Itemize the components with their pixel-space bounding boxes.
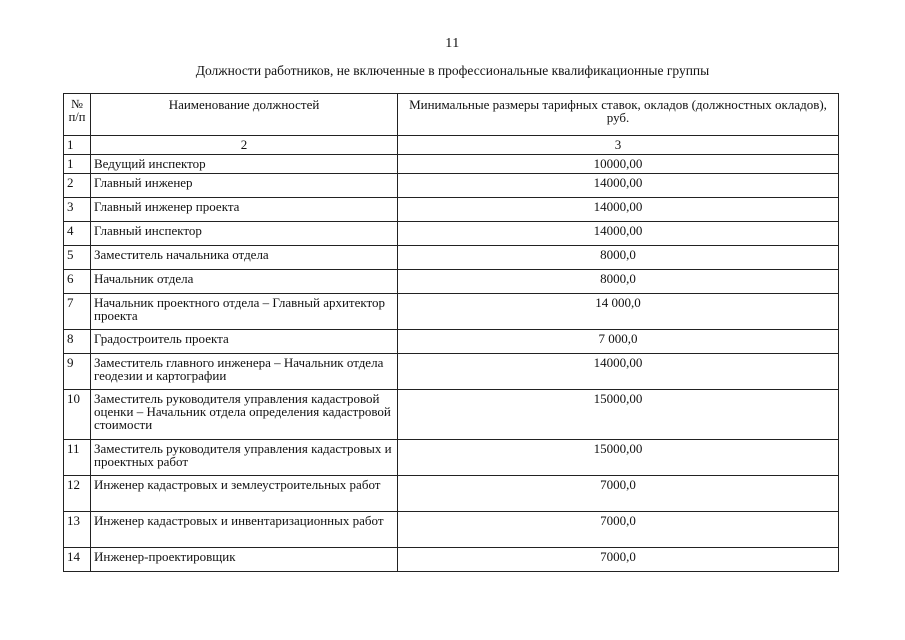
table-row [64, 222, 839, 246]
salary-value: 7 000,0 [398, 330, 839, 354]
table-row [64, 476, 839, 512]
position-name: Главный инспектор [91, 222, 398, 246]
position-name: Ведущий инспектор [91, 155, 398, 174]
position-name: Заместитель руководителя управления кадастровой оценки – Начальник отдела определения кадастровой стоимости [91, 390, 398, 440]
row-number: 3 [64, 198, 91, 222]
salary-value: 7000,0 [398, 476, 839, 512]
salary-value: 7000,0 [398, 548, 839, 572]
position-name: Инженер кадастровых и землеустроительных работ [91, 476, 398, 512]
position-name: Начальник отдела [91, 270, 398, 294]
row-number: 13 [64, 512, 91, 548]
position-name: Главный инженер проекта [91, 198, 398, 222]
salary-value: 14000,00 [398, 174, 839, 198]
column-number-3: 3 [398, 136, 839, 155]
header-salary: Минимальные размеры тарифных ставок, окладов (должностных окладов), руб. [398, 94, 839, 136]
row-number: 11 [64, 440, 91, 476]
position-name: Инженер кадастровых и инвентаризационных работ [91, 512, 398, 548]
row-number: 2 [64, 174, 91, 198]
table-row [64, 155, 839, 174]
row-number: 8 [64, 330, 91, 354]
row-number: 4 [64, 222, 91, 246]
table-row [64, 294, 839, 330]
column-number-1: 1 [64, 136, 91, 155]
salary-value: 7000,0 [398, 512, 839, 548]
salary-value: 14000,00 [398, 354, 839, 390]
position-name: Главный инженер [91, 174, 398, 198]
salary-value: 8000,0 [398, 270, 839, 294]
salary-value: 14000,00 [398, 222, 839, 246]
table-row [64, 440, 839, 476]
row-number: 6 [64, 270, 91, 294]
row-number: 5 [64, 246, 91, 270]
position-name: Начальник проектного отдела – Главный архитектор проекта [91, 294, 398, 330]
row-number: 12 [64, 476, 91, 512]
header-position-name: Наименование должностей [91, 94, 398, 136]
salary-value: 8000,0 [398, 246, 839, 270]
row-number: 1 [64, 155, 91, 174]
position-name: Инженер-проектировщик [91, 548, 398, 572]
salary-value: 15000,00 [398, 440, 839, 476]
position-name: Заместитель главного инженера – Начальник отдела геодезии и картографии [91, 354, 398, 390]
column-number-2: 2 [91, 136, 398, 155]
table-row [64, 354, 839, 390]
salary-value: 15000,00 [398, 390, 839, 440]
positions-table [63, 93, 839, 572]
table-row [64, 330, 839, 354]
position-name: Заместитель начальника отдела [91, 246, 398, 270]
table-row [64, 548, 839, 572]
table-row [64, 174, 839, 198]
row-number: 10 [64, 390, 91, 440]
document-title: Должности работников, не включенные в профессиональные квалификационные группы [195, 63, 710, 78]
row-number: 14 [64, 548, 91, 572]
column-number-row [64, 136, 839, 155]
table-row [64, 246, 839, 270]
table-row [64, 390, 839, 440]
header-number: № п/п [64, 94, 91, 136]
table-row [64, 198, 839, 222]
position-name: Градостроитель проекта [91, 330, 398, 354]
table-body [64, 155, 839, 572]
salary-value: 10000,00 [398, 155, 839, 174]
row-number: 9 [64, 354, 91, 390]
row-number: 7 [64, 294, 91, 330]
salary-value: 14 000,0 [398, 294, 839, 330]
table-row [64, 512, 839, 548]
page-number: 11 [445, 36, 460, 51]
table-header-row [64, 94, 839, 136]
position-name: Заместитель руководителя управления кадастровых и проектных работ [91, 440, 398, 476]
salary-value: 14000,00 [398, 198, 839, 222]
table-row [64, 270, 839, 294]
